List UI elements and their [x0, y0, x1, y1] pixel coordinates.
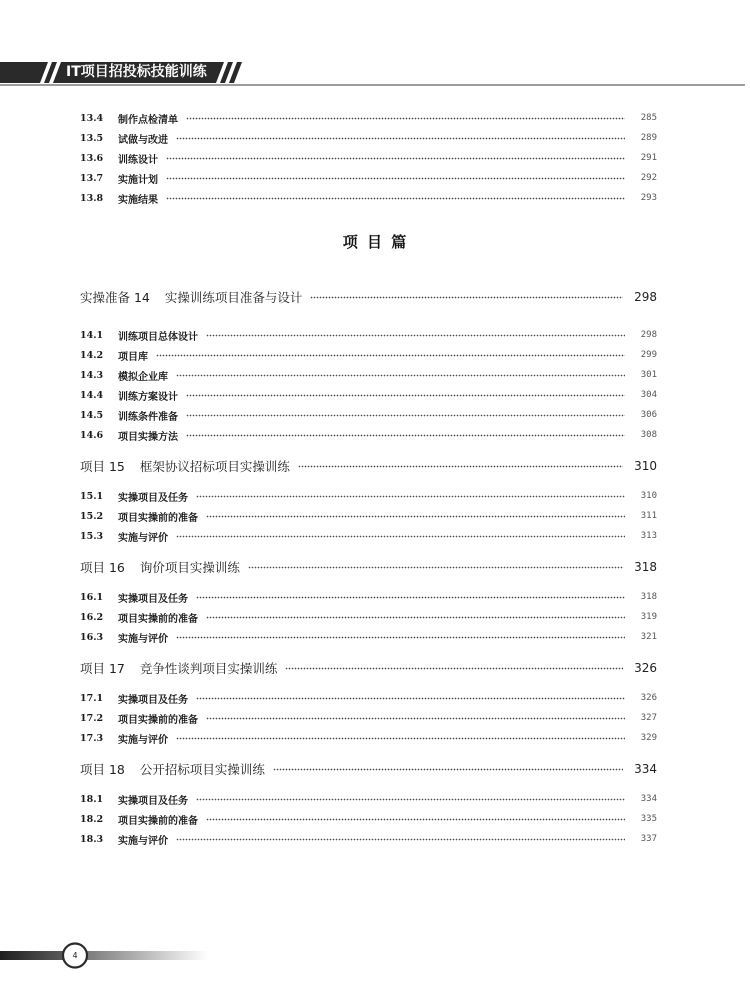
- page-number: 335: [640, 814, 657, 824]
- toc-entry: [80, 506, 657, 526]
- chapter-entry: [80, 555, 657, 579]
- page-number: 293: [640, 193, 657, 203]
- page-number: 285: [640, 113, 657, 123]
- dot-leader: [206, 818, 625, 821]
- section-title: 项目实操前的准备: [118, 714, 198, 726]
- toc-entry: [80, 188, 657, 208]
- chapter-prefix: 项目 18: [80, 762, 125, 777]
- page-number: 306: [640, 410, 657, 420]
- chapter-title: 实操训练项目准备与设计: [164, 290, 303, 305]
- page-number: 327: [640, 713, 657, 723]
- dot-leader: [186, 434, 625, 437]
- page-number: 321: [640, 632, 657, 642]
- section-number: 14.5: [80, 409, 104, 421]
- dot-leader: [186, 394, 625, 397]
- toc-entry: [80, 728, 657, 748]
- toc-entry: [80, 385, 657, 405]
- page-number: 334: [640, 794, 657, 804]
- section-number: 18.2: [80, 813, 104, 825]
- chapter-page-number: 298: [634, 290, 657, 304]
- toc-entry: [80, 405, 657, 425]
- section-number: 18.3: [80, 833, 104, 845]
- section-number: 13.6: [80, 152, 104, 164]
- footer-page-marker: [0, 940, 220, 970]
- section-title: 实施与评价: [118, 835, 168, 847]
- section-title: 训练条件准备: [118, 411, 178, 423]
- section-title: 试做与改进: [118, 134, 168, 146]
- chapter-prefix: 实操准备 14: [80, 290, 150, 305]
- toc-entry: [80, 486, 657, 506]
- section-number: 17.2: [80, 712, 104, 724]
- section-number: 17.1: [80, 692, 104, 704]
- dot-leader: [176, 374, 625, 377]
- section-title: 实施计划: [118, 174, 158, 186]
- page-number: 298: [640, 330, 657, 340]
- dot-leader: [196, 697, 625, 700]
- toc-entry: [80, 365, 657, 385]
- chapter-page-number: 334: [634, 762, 657, 776]
- dot-leader: [176, 137, 625, 140]
- page-number: 291: [640, 153, 657, 163]
- toc-entry: [80, 829, 657, 849]
- toc-entry: [80, 688, 657, 708]
- footer-bar-right: [86, 951, 208, 960]
- dot-leader: [206, 717, 625, 720]
- dot-leader: [166, 177, 625, 180]
- toc-entry: [80, 708, 657, 728]
- page-number: 337: [640, 834, 657, 844]
- section-number: 15.2: [80, 510, 104, 522]
- toc-entry: [80, 809, 657, 829]
- dot-leader: [176, 838, 625, 841]
- section-title: 实操项目及任务: [118, 795, 188, 807]
- header-stripe-left-block: [0, 62, 48, 83]
- dot-leader: [196, 798, 625, 801]
- dot-leader: [285, 667, 623, 670]
- page-number: 289: [640, 133, 657, 143]
- section-number: 16.2: [80, 611, 104, 623]
- section-number: 13.7: [80, 172, 104, 184]
- part-title: 项 目 篇: [342, 233, 409, 251]
- section-title: 项目库: [118, 351, 148, 363]
- section-title: 训练项目总体设计: [118, 331, 198, 343]
- chapter-title: 询价项目实操训练: [139, 560, 240, 575]
- toc-entry: [80, 789, 657, 809]
- toc-entry: [80, 148, 657, 168]
- dot-leader: [156, 354, 625, 357]
- dot-leader: [298, 465, 623, 468]
- section-number: 14.4: [80, 389, 104, 401]
- section-title: 实施与评价: [118, 532, 168, 544]
- toc-entry: [80, 526, 657, 546]
- page-number: 301: [640, 370, 657, 380]
- chapter-page-number: 326: [634, 661, 657, 675]
- section-title: 制作点检清单: [118, 114, 178, 126]
- section-number: 15.1: [80, 490, 104, 502]
- dot-leader: [196, 495, 625, 498]
- toc-entry: [80, 168, 657, 188]
- toc-entry: [80, 128, 657, 148]
- dot-leader: [176, 636, 625, 639]
- table-of-contents: [80, 108, 657, 849]
- section-number: 17.3: [80, 732, 104, 744]
- toc-entry: [80, 345, 657, 365]
- section-number: 14.3: [80, 369, 104, 381]
- page-number: 313: [640, 531, 657, 541]
- page-number: 318: [640, 592, 657, 602]
- section-title: 项目实操前的准备: [118, 613, 198, 625]
- section-title: 项目实操前的准备: [118, 512, 198, 524]
- section-number: 14.2: [80, 349, 104, 361]
- section-title: 实操项目及任务: [118, 492, 188, 504]
- chapter-entry: [80, 285, 657, 309]
- dot-leader: [310, 296, 623, 299]
- page-number: 310: [640, 491, 657, 501]
- section-title: 训练方案设计: [118, 391, 178, 403]
- dot-leader: [176, 737, 625, 740]
- footer-bar-left: [0, 951, 64, 960]
- page-number: 329: [640, 733, 657, 743]
- section-title: 模拟企业库: [118, 371, 168, 383]
- chapter-entry: [80, 656, 657, 680]
- footer-page-number: 4: [72, 951, 78, 960]
- toc-entry: [80, 325, 657, 345]
- dot-leader: [196, 596, 625, 599]
- chapter-title: 竞争性谈判项目实操训练: [139, 661, 278, 676]
- chapter-title: 公开招标项目实操训练: [139, 762, 265, 777]
- section-number: 14.6: [80, 429, 104, 441]
- toc-entry: [80, 425, 657, 445]
- chapter-prefix: 项目 15: [80, 459, 125, 474]
- dot-leader: [166, 197, 625, 200]
- section-title: 项目实操前的准备: [118, 815, 198, 827]
- page-number: 308: [640, 430, 657, 440]
- dot-leader: [186, 414, 625, 417]
- section-title: 项目实操方法: [118, 431, 178, 443]
- page-number: 311: [640, 511, 657, 521]
- toc-entry: [80, 627, 657, 647]
- dot-leader: [186, 117, 625, 120]
- chapter-prefix: 项目 17: [80, 661, 125, 676]
- section-title: 实施结果: [118, 194, 158, 206]
- book-title: IT项目招投标技能训练: [66, 64, 207, 80]
- chapter-entry: [80, 757, 657, 781]
- section-number: 18.1: [80, 793, 104, 805]
- section-title: 实施与评价: [118, 633, 168, 645]
- section-title: 实操项目及任务: [118, 694, 188, 706]
- section-number: 16.1: [80, 591, 104, 603]
- toc-entry: [80, 607, 657, 627]
- section-number: 13.8: [80, 192, 104, 204]
- chapter-title: 框架协议招标项目实操训练: [139, 459, 290, 474]
- page-number: 319: [640, 612, 657, 622]
- section-title: 训练设计: [118, 154, 158, 166]
- page-number: 299: [640, 350, 657, 360]
- section-number: 13.4: [80, 112, 104, 124]
- section-number: 15.3: [80, 530, 104, 542]
- toc-entry: [80, 587, 657, 607]
- dot-leader: [206, 616, 625, 619]
- toc-entry: [80, 108, 657, 128]
- page-number: 292: [640, 173, 657, 183]
- dot-leader: [206, 334, 625, 337]
- dot-leader: [176, 535, 625, 538]
- chapter-page-number: 318: [634, 560, 657, 574]
- section-title: 实施与评价: [118, 734, 168, 746]
- dot-leader: [248, 566, 623, 569]
- section-title: 实操项目及任务: [118, 593, 188, 605]
- dot-leader: [166, 157, 625, 160]
- section-number: 13.5: [80, 132, 104, 144]
- chapter-prefix: 项目 16: [80, 560, 125, 575]
- dot-leader: [273, 768, 623, 771]
- section-number: 14.1: [80, 329, 104, 341]
- page-number: 304: [640, 390, 657, 400]
- dot-leader: [206, 515, 625, 518]
- section-number: 16.3: [80, 631, 104, 643]
- page-number: 326: [640, 693, 657, 703]
- chapter-page-number: 310: [634, 459, 657, 473]
- chapter-entry: [80, 454, 657, 478]
